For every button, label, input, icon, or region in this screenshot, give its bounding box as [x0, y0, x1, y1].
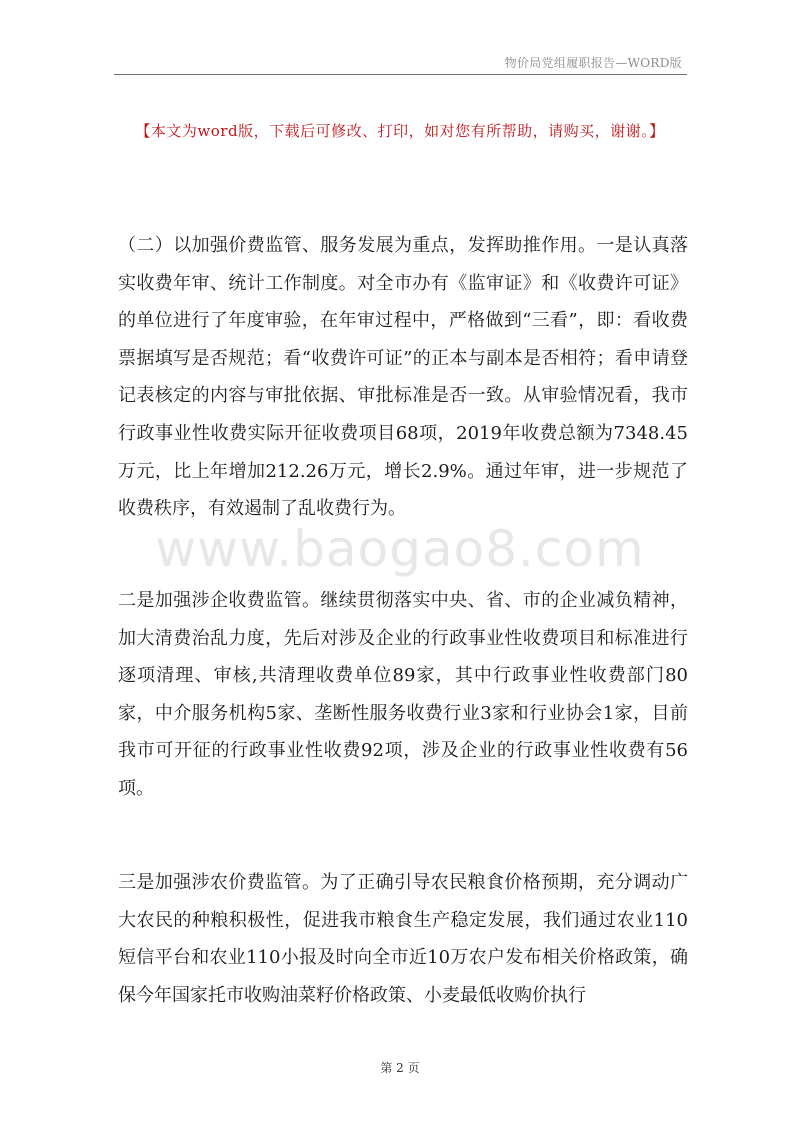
paragraph-fee-supervision: （二）以加强价费监管、服务发展为重点，发挥助推作用。一是认真落实收费年审、统计工作制度。对全市办有《监审证》和《收费许可证》的单位进行了年度审验，在年审过程中，严格做到“三看”，即：看收费票据填写是否规范；看“收费许可证”的正本与副本是否相符；看申请登记表核定的内容与审批依据、审批标准是否一致。从审验情况看，我市行政事业性收费实际开征收费项目68项，2019年收费总额为7348.45万元，比上年增加212.26万元，增长2.9%。通过年审，进一步规范了收费秩序，有效遏制了乱收费行为。 [118, 235, 688, 520]
page-number: 第 2 页 [380, 1061, 420, 1075]
header-divider [114, 74, 687, 75]
purchase-notice: 【本文为word版，下载后可修改、打印，如对您有所帮助，请购买，谢谢。】 [135, 122, 665, 140]
paragraph-agriculture-fees: 三是加强涉农价费监管。为了正确引导农民粮食价格预期，充分调动广大农民的种粮积极性，促进我市粮食生产稳定发展，我们通过农业110短信平台和农业110小报及时向全市近10万农户发布相关价格政策，确保今年国家托市收购油菜籽价格政策、小麦最低收购价执行 [118, 872, 688, 1006]
watermark: www.baogao8.com [155, 520, 645, 578]
running-header-title: 物价局党组履职报告—WORD版 [504, 56, 682, 70]
paragraph-enterprise-fees: 二是加强涉企收费监管。继续贯彻落实中央、省、市的企业减负精神，加大清费治乱力度，先后对涉及企业的行政事业性收费项目和标准进行逐项清理、审核,共清理收费单位89家，其中行政事业性收费部门80家，中介服务机构5家、垄断性服务收费行业3家和行业协会1家，目前我市可开征的行政事业性收费92项，涉及企业的行政事业性收费有56项。 [118, 590, 688, 799]
